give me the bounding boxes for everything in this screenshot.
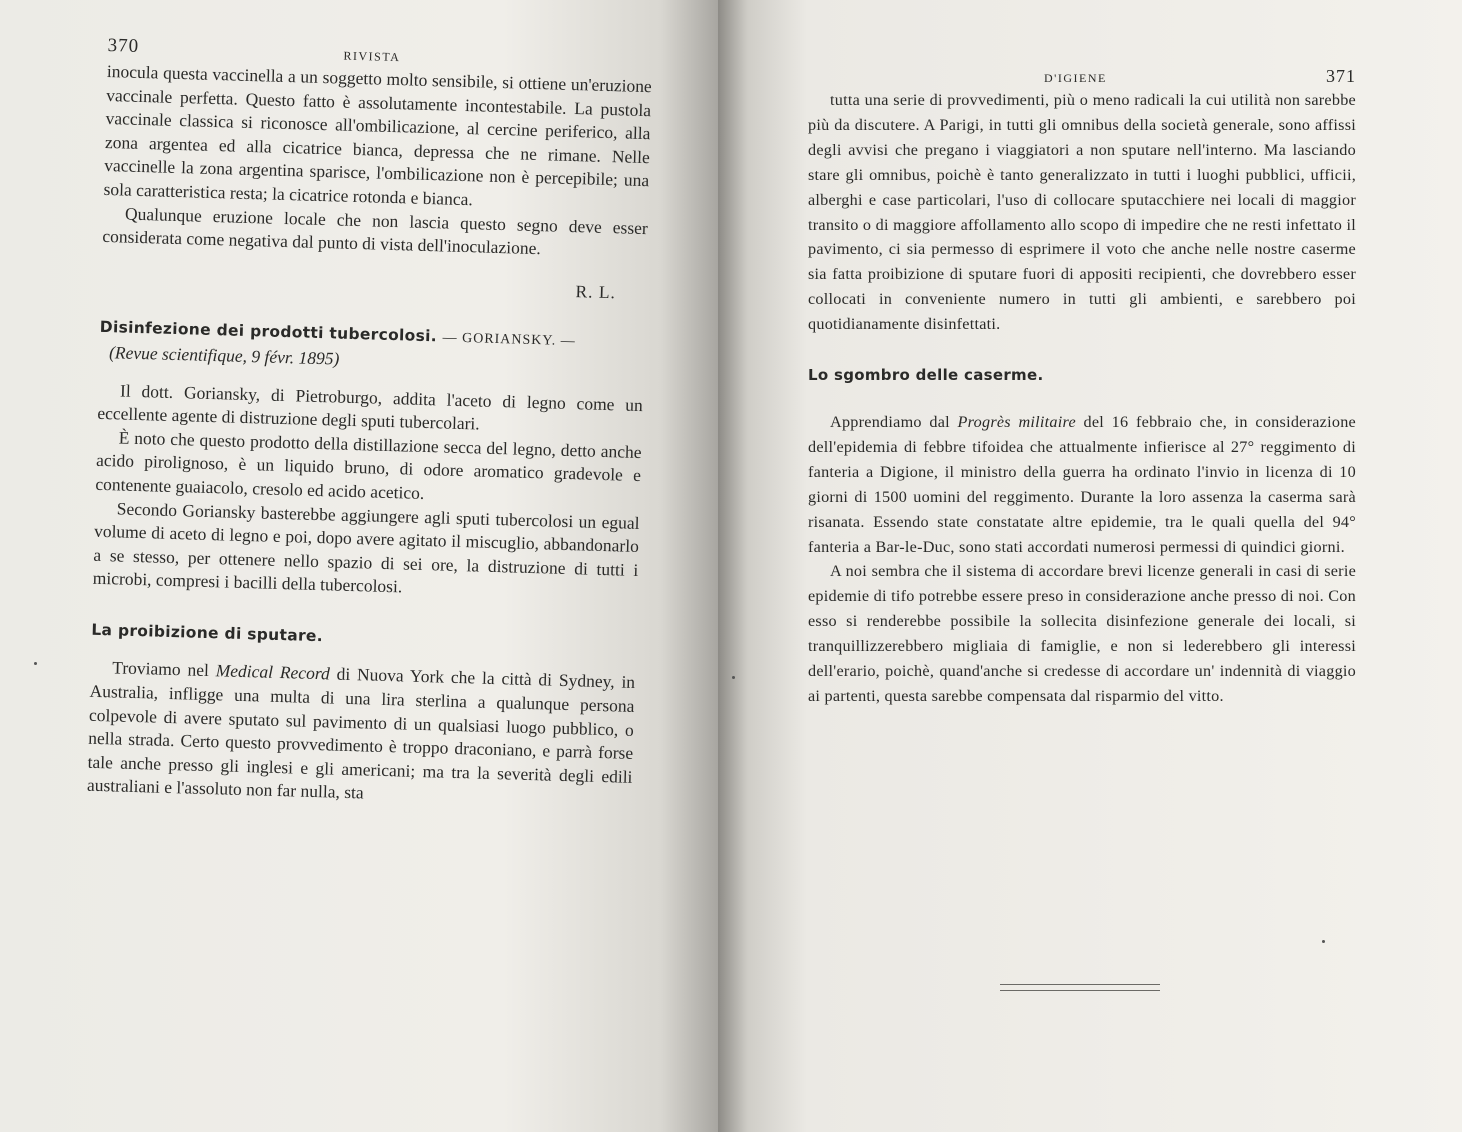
right-page bbox=[718, 0, 1462, 1132]
disinfection-paragraph-3: Secondo Goriansky basterebbe aggiungere agli sputi tubercolosi un egual volume di aceto di legno e poi, dopo avere agitato il miscuglio, abbandonarlo a se stesso, per ottenere nello spazio di sei ore, la distruzione di tutti i microbi, compresi i bacilli della tubercolosi. bbox=[92, 497, 640, 597]
right-page-content bbox=[808, 62, 1356, 709]
running-head-left-title: RIVISTA bbox=[343, 48, 401, 65]
section-heading-spitting: La proibizione di sputare. bbox=[91, 620, 324, 646]
section-author: — GORIANSKY. — bbox=[442, 330, 576, 350]
page-speck bbox=[732, 676, 735, 679]
medical-record-title: Medical Record bbox=[215, 660, 331, 684]
section-title: Disinfezione dei prodotti tubercolosi. bbox=[99, 318, 438, 346]
page-number-right: 371 bbox=[1326, 66, 1356, 86]
progres-militaire-title: Progrès militaire bbox=[957, 412, 1076, 431]
disinfection-paragraph-1: Il dott. Goriansky, di Pietroburgo, addita l'aceto di legno come un eccellente agente di distruzione degli sputi tubercolari. bbox=[97, 380, 644, 434]
article-signature: R. L. bbox=[575, 280, 617, 303]
running-head-right-title: D'IGIENE bbox=[1044, 71, 1107, 85]
right-running-head bbox=[808, 62, 1356, 88]
disinfection-paragraph-2: È noto che questo prodotto della distillazione secca del legno, detto anche acido pirolignoso, è un liquido bruno, di odore aromatico gradevole e contenente guaiacolo, cresolo ed acido acetico. bbox=[95, 427, 642, 503]
intro-paragraph-2: Qualunque eruzione locale che non lascia questo segno deve esser considerata come negativa dal punto di vista dell'inoculazione. bbox=[102, 203, 649, 259]
barracks-paragraph-2: A noi sembra che il sistema di accordare brevi licenze generali in casi di serie epidemie di tifo potrebbe essere preso in considerazione anche presso di noi. Con esso si renderebbe possibile la sollecita disinfezione generale dei locali, si tranquillizzerebbero migliaia di famiglie, e non si lederebbero gli interessi dell'erario, poichè, quand'anche si credesse di accordare un' indennità di viaggio ai partenti, questa sarebbe compensata dal risparmio del vitto. bbox=[808, 562, 1356, 705]
continuation-paragraph: tutta una serie di provvedimenti, più o meno radicali la cui utilità non sarebbe più da discutere. A Parigi, in tutti gli omnibus della società generale, sono affissi degli avvisi che pregano i viaggiatori a non sputare nell'interno. Ma lasciando stare gli omnibus, poichè è tanto generalizzato in tutti i luoghi pubblici, ufficii, alberghi e case particolari, l'uso di collocare sputacchiere nei locali di maggior transito o di maggiore affollamento allo scopo di impedire che ne resti infettato il pavimento, ci sia permesso di esprimere il voto che anche nelle nostre caserme sia fatta proibizione di sputare fuori di appositi recipienti, che dovrebbero esser collocati in conveniente numero in tutti gli ambienti, e sarebbero poi quotidianamente disinfettati. bbox=[808, 91, 1356, 334]
spitting-paragraph-1: Troviamo nel Medical Record di Nuova York che la città di Sydney, in Australia, infligge una multa di una lira sterlina a qualunque persona colpevole di avere sputato sul pavimento di un qualsiasi luogo pubblico, o nella strada. Certo questo provvedimento è troppo draconiano, e parrà forse tale anche presso gli inglesi e gli americani; ma tra la severità degli edili australiani e l'assoluto non far nulla, sta bbox=[86, 657, 636, 803]
end-rule bbox=[1000, 984, 1160, 991]
page-speck bbox=[34, 662, 37, 665]
section-heading-barracks: Lo sgombro delle caserme. bbox=[808, 366, 1044, 385]
page-number-left: 370 bbox=[107, 34, 140, 57]
barracks-paragraph-1: Apprendiamo dal Progrès militaire del 16 febbraio che, in considerazione dell'epidemia di febbre tifoidea che attualmente infierisce al 27° reggimento di fanteria a Digione, il ministro della guerra ha ordinato l'invio in licenza di 10 giorni di 1500 uomini del reggimento. Durante la loro assenza la caserma sarà risanata. Essendo state constatate altre epidemie, tra le quali quella del 94° fanteria a Bar-le-Duc, sono stati accordati numerosi permessi di quindici giorni. bbox=[808, 412, 1356, 556]
section-source: (Revue scientifique, 9 févr. 1895) bbox=[108, 342, 340, 369]
left-page-content bbox=[87, 34, 653, 813]
intro-paragraph-1: inocula questa vaccinella a un soggetto molto sensibile, si ottiene un'eruzione vaccinale perfetta. Questo fatto è assolutamente incontestabile. La pustola vaccinale classica si riconosce all'ombilicazione, al cercine periferico, alla zona argentea ed alla cicatrice bianca, depressa che ne rimane. Nelle vaccinelle la zona argentina sparisce, l'ombilicazione non è percepibile; una sola caratteristica resta; la cicatrice rotonda e bianca. bbox=[103, 60, 653, 210]
left-page bbox=[0, 0, 718, 1132]
page-speck bbox=[1322, 940, 1325, 943]
